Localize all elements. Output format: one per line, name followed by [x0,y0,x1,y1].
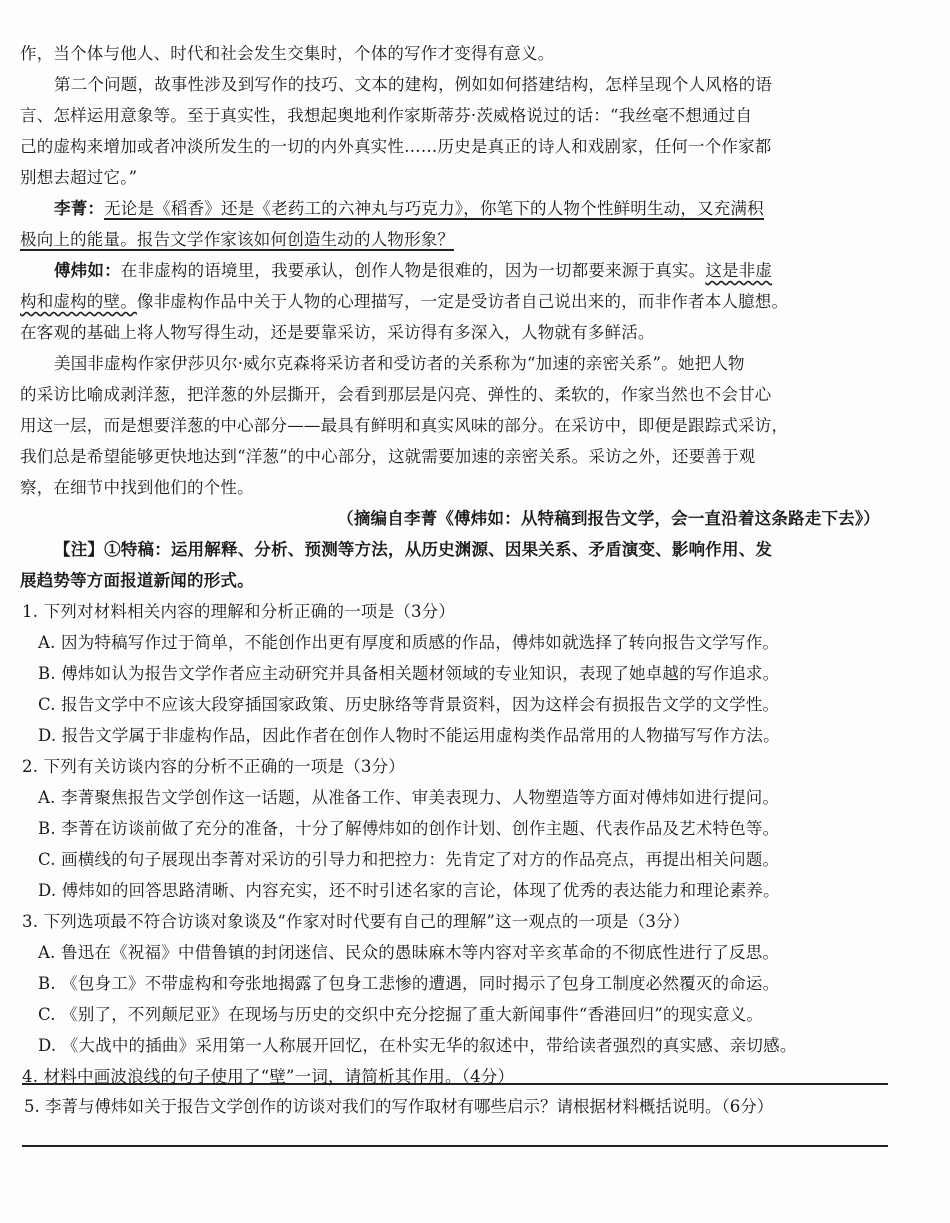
footnote-cont: 展趋势等方面报道新闻的形式。 [20,571,254,590]
passage-line: 己的虚构来增加或者冲淡所发生的一切的内外真实性……历史是真正的诗人和戏剧家，任何一个作家都 [20,137,772,156]
option-a: A. 鲁迅在《祝福》中借鲁镇的封闭迷信、民众的愚昧麻木等内容对辛亥革命的不彻底性进行了反思。 [38,943,780,962]
option-b: B. 傅炜如认为报告文学作者应主动研究并具备相关题材领域的专业知识，表现了她卓越的写作追求。 [38,664,780,683]
interviewee-name: 傅炜如： [54,261,121,280]
interviewee-answer [20,255,892,286]
wavy-sentence: 这是非虚 [705,261,773,280]
passage-line: 作，当个体与他人、时代和社会发生交集时，个体的写作才变得有意义。 [20,44,555,63]
answer-text: 在非虚构的语境里，我要承认，创作人物是很难的，因为一切都要来源于真实。 [120,261,706,280]
passage-line: 美国非虚构作家伊莎贝尔·威尔克森将采访者和受访者的关系称为“加速的亲密关系”。她把人物 [54,354,745,373]
interviewer-name: 李菁： [54,199,105,218]
option-c: C. 《别了，不列颠尼亚》在现场与历史的交织中充分挖掘了重大新闻事件“香港回归”的现实意义。 [38,1005,764,1024]
option-b: B. 李菁在访谈前做了充分的准备，十分了解傅炜如的创作计划、创作主题、代表作品及艺术特色等。 [38,819,780,838]
passage-line: 我们总是希望能够更快地达到“洋葱”的中心部分，这就需要加速的亲密关系。采访之外，还要善于观 [20,447,756,466]
interviewee-answer-cont [20,286,892,317]
question-stem: 2. 下列有关访谈内容的分析不正确的一项是（3分） [22,757,405,776]
answer-text: 像非虚构作品中关于人物的心理描写，一定是受访者自己说出来的，而非作者本人臆想。 [136,292,789,311]
wavy-sentence: 构和虚构的壁。 [20,292,137,311]
option-c: C. 报告文学中不应该大段穿插国家政策、历史脉络等背景资料，因为这样会有损报告文学的文学性。 [38,695,780,714]
option-d: D. 《大战中的插曲》采用第一人称展开回忆，在朴实无华的叙述中，带给读者强烈的真实感、亲切感。 [38,1036,797,1055]
passage-line: 察，在细节中找到他们的个性。 [20,478,254,497]
option-c: C. 画横线的句子展现出李菁对采访的引导力和把控力：先肯定了对方的作品亮点，再提出相关问题。 [38,850,780,869]
passage-line: 在客观的基础上将人物写得生动，还是要靠采访，采访得有多深入，人物就有多鲜活。 [20,323,655,342]
answer-line [22,1145,888,1147]
option-d: D. 报告文学属于非虚构作品，因此作者在创作人物时不能运用虚构类作品常用的人物描写写作方法。 [38,726,780,745]
question-stem: 1. 下列对材料相关内容的理解和分析正确的一项是（3分） [22,602,456,621]
interviewer-question-cont [20,224,892,255]
source-citation: （摘编自李菁《傅炜如：从特稿到报告文学，会一直沿着这条路走下去》） [337,509,880,528]
question-5: 5. 李菁与傅炜如关于报告文学创作的访谈对我们的写作取材有哪些启示？请根据材料概括说明。（6分） [24,1097,774,1116]
passage-line: 的采访比喻成剥洋葱，把洋葱的外层撕开，会看到那层是闪亮、弹性的、柔软的，作家当然也不会甘心 [20,385,772,404]
divider-line [22,1083,888,1085]
question-stem: 3. 下列选项最不符合访谈对象谈及“作家对时代要有自己的理解”这一观点的一项是（3分） [22,912,690,931]
passage-line: 用这一层，而是想要洋葱的中心部分——最具有鲜明和真实风味的部分。在采访中，即便是跟踪式采访， [20,416,789,435]
option-a: A. 因为特稿写作过于简单，不能创作出更有厚度和质感的作品，傅炜如就选择了转向报告文学写作。 [38,633,780,652]
interviewer-question [20,193,892,224]
option-a: A. 李菁聚焦报告文学创作这一话题，从准备工作、审美表现力、人物塑造等方面对傅炜如进行提问。 [38,788,780,807]
underlined-sentence: 极向上的能量。报告文学作家该如何创造生动的人物形象？ [20,230,455,249]
option-d: D. 傅炜如的回答思路清晰、内容充实，还不时引述名家的言论，体现了优秀的表达能力和理论素养。 [38,881,780,900]
passage-line: 第二个问题，故事性涉及到写作的技巧、文本的建构，例如如何搭建结构，怎样呈现个人风格的语 [54,75,773,94]
footnote: 【注】①特稿：运用解释、分析、预测等方法，从历史渊源、因果关系、矛盾演变、影响作用、发 [54,540,773,559]
question-stem: 4. 材料中画波浪线的句子使用了“壁”一词，请简析其作用。（4分） [22,1067,515,1086]
passage-line: 言、怎样运用意象等。至于真实性，我想起奥地利作家斯蒂芬·茨威格说过的话：“我丝毫不想通过自 [20,106,753,125]
passage-line: 别想去超过它。” [20,168,138,187]
option-b: B. 《包身工》不带虚构和夸张地揭露了包身工悲惨的遭遇，同时揭示了包身工制度必然覆灭的命运。 [38,974,780,993]
underlined-sentence: 无论是《稻香》还是《老药工的六神丸与巧克力》，你笔下的人物个性鲜明生动，又充满积 [104,199,764,218]
